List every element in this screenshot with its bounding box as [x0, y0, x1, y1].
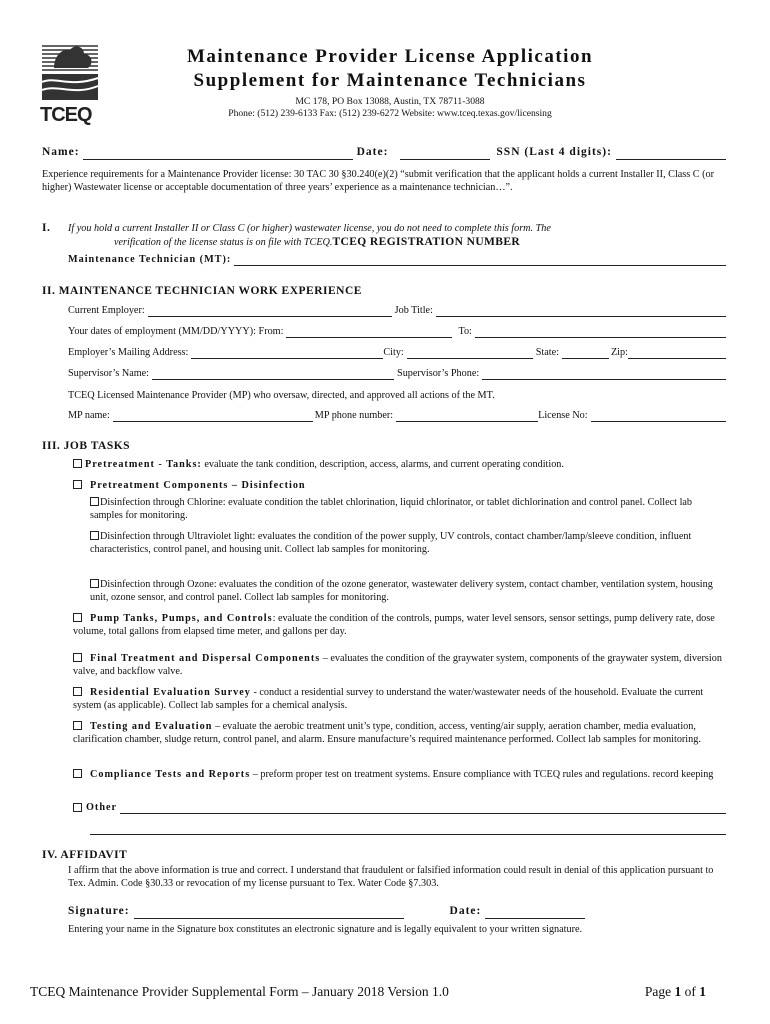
pump-text: : evaluate the condition of the controls, pumps, water level sensors, sensor settings, pump delivery rate, dose volume, total gallons from elapsed time meter, and gallons per day. [73, 613, 715, 638]
pretreatment-tanks-checkbox[interactable] [73, 459, 82, 468]
section-4-heading: IV. AFFIDAVIT [42, 849, 128, 861]
experience-requirements: Experience requirements for a Maintenance Provider license: 30 TAC 30 §30.240(e)(2) “submit verification that the applicant holds a current Installer II, Class C (or higher) Wastewater license or acceptable documentation of three years’ experience as a maintenance technician…”. [42, 169, 715, 194]
zip-field[interactable] [628, 347, 726, 359]
other-row-2 [90, 823, 726, 835]
page-prefix: Page [644, 984, 675, 999]
pretreatment-components-title: Pretreatment Components – Disinfection [90, 480, 306, 491]
affidavit-text: I affirm that the above information is true and correct. I understand that fraudulent or falsified information could result in denial of this application pursuant to Tex. Admin. Code §30.33 or revocation of my license pursuant to Tex. Water Code §7.303. [68, 865, 714, 890]
task-other [73, 801, 726, 814]
chlorine-checkbox[interactable] [90, 497, 99, 506]
residential-title: Residential Evaluation Survey [90, 687, 251, 698]
signature-date-label: Date: [449, 905, 482, 917]
mp-name-label: MP name: [68, 410, 110, 421]
mailing-address-row [68, 346, 726, 359]
section-1-note-line2: verification of the license status is on file with TCEQ. [114, 237, 333, 248]
agency-contact: Phone: (512) 239-6133 Fax: (512) 239-6272 Website: www.tceq.texas.gov/licensing [228, 107, 552, 119]
pump-title: Pump Tanks, Pumps, and Controls [90, 613, 273, 624]
task-pretreatment-components [73, 479, 726, 492]
current-employer-label: Current Employer: [68, 305, 145, 316]
task-testing [73, 720, 726, 747]
other-field-line1[interactable] [120, 802, 726, 814]
uv-text: Disinfection through Ultraviolet light: evaluates the condition of the power supply, UV controls, contact chamber/lamp/sleeve condition, influent characteristics, control panel, and housing unit. Collect lab samples for monitoring. [90, 531, 692, 556]
subtask-chlorine [90, 496, 726, 523]
employment-dates-row [68, 325, 726, 338]
pretreatment-components-checkbox[interactable] [73, 480, 82, 489]
dates-to-label: To: [458, 326, 472, 337]
supervisor-name-label: Supervisor’s Name: [68, 368, 150, 379]
mp-phone-label: MP phone number: [314, 410, 394, 421]
tceq-registration-heading: TCEQ REGISTRATION NUMBER [332, 236, 521, 248]
section-3-heading: III. JOB TASKS [42, 440, 131, 452]
date-field[interactable] [400, 148, 490, 160]
mt-label: Maintenance Technician (MT): [68, 254, 232, 265]
name-label: Name: [42, 146, 80, 158]
other-field-line2[interactable] [90, 823, 726, 835]
signature-row [68, 904, 726, 919]
logo-graphic-icon [40, 40, 100, 102]
compliance-checkbox[interactable] [73, 769, 82, 778]
section-1-note-2 [114, 235, 726, 250]
footer-form-version: TCEQ Maintenance Provider Supplemental Form – January 2018 Version 1.0 [30, 984, 449, 999]
state-field[interactable] [562, 347, 609, 359]
dates-to-field[interactable] [475, 326, 726, 338]
signature-field[interactable] [134, 907, 404, 919]
footer-page-number [645, 983, 706, 1001]
chlorine-text: Disinfection through Chlorine: evaluate condition the tablet chlorination, liquid chlorinator, or tablet dichlorination and control panel. Collect lab samples for monitoring. [90, 497, 693, 522]
task-residential [73, 686, 726, 713]
mt-registration-field[interactable] [234, 254, 726, 266]
page-of: of [681, 984, 700, 999]
uv-checkbox[interactable] [90, 531, 99, 540]
pump-checkbox[interactable] [73, 613, 82, 622]
supervisor-name-field[interactable] [152, 368, 394, 380]
mp-name-field[interactable] [113, 410, 313, 422]
supervisor-phone-label: Supervisor’s Phone: [397, 368, 480, 379]
task-final-treatment [73, 652, 726, 679]
date-label: Date: [356, 146, 389, 158]
job-title-label: Job Title: [394, 305, 433, 316]
final-treatment-checkbox[interactable] [73, 653, 82, 662]
employer-row [68, 304, 726, 317]
mp-phone-field[interactable] [396, 410, 538, 422]
other-checkbox[interactable] [73, 803, 82, 812]
compliance-title: Compliance Tests and Reports [90, 769, 251, 780]
dates-from-field[interactable] [286, 326, 452, 338]
final-treatment-title: Final Treatment and Dispersal Components [90, 653, 321, 664]
final-treatment-text: – evaluates the condition of the graywater system, components of the graywater system, diversion valve, and backflow valve. [73, 653, 722, 678]
logo-text: TCEQ [40, 104, 92, 126]
section-2-heading: II. MAINTENANCE TECHNICIAN WORK EXPERIENCE [42, 285, 362, 297]
state-label: State: [535, 347, 559, 358]
license-no-field[interactable] [591, 410, 726, 422]
ssn-label: SSN (Last 4 digits): [496, 146, 612, 158]
form-title: Maintenance Provider License Application [186, 46, 594, 67]
task-pretreatment-tanks [73, 458, 726, 471]
supervisor-row [68, 367, 726, 380]
section-1-number: I. [42, 222, 51, 234]
city-label: City: [383, 347, 404, 358]
agency-address: MC 178, PO Box 13088, Austin, TX 78711-3088 [295, 95, 485, 107]
ssn-field[interactable] [616, 148, 726, 160]
section-1-note-line1: If you hold a current Installer II or Class C (or higher) wastewater license, you do not need to complete this form. The [68, 223, 551, 234]
residential-checkbox[interactable] [73, 687, 82, 696]
mt-registration-row [68, 253, 726, 266]
zip-label: Zip: [610, 347, 628, 358]
esignature-note: Entering your name in the Signature box constitutes an electronic signature and is legally equivalent to your written signature. [68, 924, 583, 935]
mailing-address-field[interactable] [191, 347, 383, 359]
dates-from-label: Your dates of employment (MM/DD/YYYY): From: [68, 326, 284, 337]
section-1-note [68, 222, 726, 235]
page-total: 1 [699, 984, 706, 999]
tceq-logo [40, 40, 100, 128]
form-subtitle: Supplement for Maintenance Technicians [193, 69, 587, 91]
city-field[interactable] [407, 347, 533, 359]
mp-statement: TCEQ Licensed Maintenance Provider (MP) who oversaw, directed, and approved all actions of the MT. [68, 390, 495, 401]
pretreatment-tanks-title: Pretreatment - Tanks: [85, 459, 202, 470]
testing-checkbox[interactable] [73, 721, 82, 730]
subtask-ozone [90, 578, 726, 605]
residential-text: - conduct a residential survey to understand the water/wastewater needs of the household. Evaluate the current system (as applicable). Collect lab samples for a chemical analysis. [73, 687, 704, 712]
ozone-checkbox[interactable] [90, 579, 99, 588]
other-label: Other [86, 802, 118, 813]
signature-date-field[interactable] [485, 907, 585, 919]
current-employer-field[interactable] [148, 305, 392, 317]
pretreatment-tanks-text: evaluate the tank condition, description, access, alarms, and current operating condition. [204, 459, 564, 470]
name-field[interactable] [83, 148, 353, 160]
mp-row [68, 409, 726, 422]
license-no-label: License No: [538, 410, 588, 421]
signature-label: Signature: [68, 905, 130, 917]
form-header [120, 45, 660, 120]
task-compliance [73, 768, 726, 781]
supervisor-phone-field[interactable] [482, 368, 726, 380]
subtask-uv [90, 530, 726, 557]
applicant-info-row [42, 145, 726, 160]
ozone-text: Disinfection through Ozone: evaluates the condition of the ozone generator, wastewater delivery system, contact chamber, ventilation system, housing unit, ozone sensor, and control panel. Collect lab samples for monitoring. [90, 579, 713, 604]
compliance-text: – preform proper test on treatment systems. Ensure compliance with TCEQ rules and regulations. record keeping [250, 769, 714, 780]
testing-title: Testing and Evaluation [90, 721, 213, 732]
testing-text: – evaluate the aerobic treatment unit’s type, condition, access, venting/air supply, aeration chamber, media evaluation, clarification chamber, sludge return, control panel, and alarm. Ensure manufacture’s required maintenance performed. Collect lab samples for monitoring. [73, 721, 701, 746]
task-pump [73, 612, 726, 639]
page-footer [30, 983, 706, 1001]
page-current: 1 [674, 984, 682, 999]
job-title-field[interactable] [436, 305, 726, 317]
mailing-address-label: Employer’s Mailing Address: [68, 347, 189, 358]
